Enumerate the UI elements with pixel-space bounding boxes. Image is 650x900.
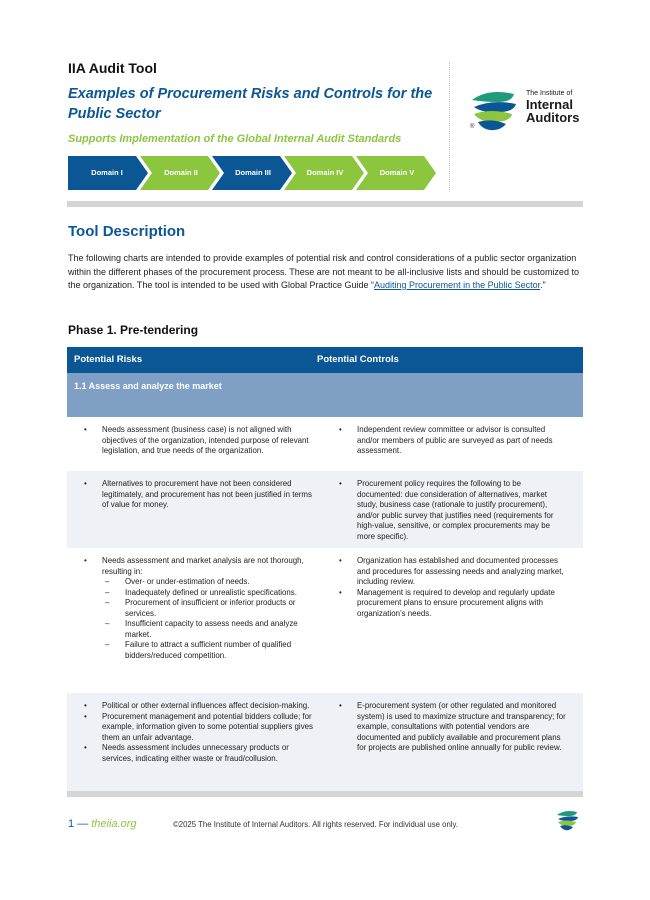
domain-label-3: Domain III — [235, 168, 271, 177]
domain-label-4: Domain IV — [306, 168, 344, 177]
iia-globe-logo-icon — [468, 86, 520, 134]
table-row — [67, 417, 583, 471]
document-header — [68, 60, 448, 145]
tool-description-heading: Tool Description — [68, 223, 186, 240]
table-row — [67, 471, 583, 548]
control-item: • Procurement policy requires the following to be documented: due consideration of alternatives, market study, business case (rationale to justify procurement), and/or public survey that justifies need (requirements for high-value, sensitive, or complex procurements may be more specific). — [338, 479, 568, 542]
risk-subitem: – Inadequately defined or unrealistic specifications. — [83, 588, 317, 599]
control-item: • Organization has established and documented processes and procedures for assessing needs and analyzing market, including review. — [338, 556, 568, 588]
risk-subitem: – Over- or under-estimation of needs. — [83, 577, 317, 588]
document-subtitle: Supports Implementation of the Global Internal Audit Standards — [68, 133, 402, 145]
page-number — [68, 818, 137, 830]
control-item: • Management is required to develop and regularly update procurement plans to ensure procurement aligns with organization’s needs. — [338, 588, 568, 620]
table-subheading — [67, 373, 583, 417]
page-number-dash: — — [77, 818, 89, 830]
col-header-controls: Potential Controls — [317, 354, 399, 365]
tool-description-body — [68, 252, 583, 293]
logo-wordmark — [526, 90, 579, 124]
risk-item: • Needs assessment includes unnecessary products or services, indicating either waste or fraud/collusion. — [83, 743, 317, 764]
risk-subitem: – Procurement of insufficient or inferior products or services. — [83, 598, 317, 619]
risk-item: • Needs assessment (business case) is not aligned with objectives of the organization, intended purpose of relevant legislation, and true needs of the organization. — [83, 425, 317, 457]
risks-controls-table — [67, 347, 583, 795]
table-row — [67, 548, 583, 693]
risk-subitem: – Insufficient capacity to assess needs and analyze market. — [83, 619, 317, 640]
description-closing: .” — [540, 280, 546, 290]
logo-line-1: The Institute of — [526, 90, 573, 97]
control-cell — [338, 479, 568, 542]
page-number-value: 1 — [68, 818, 75, 830]
tool-label: IIA Audit Tool — [68, 60, 157, 76]
col-header-risks: Potential Risks — [74, 354, 143, 365]
document-title: Examples of Procurement Risks and Controls for the Public Sector — [68, 86, 433, 122]
risk-item: • Alternatives to procurement have not been considered legitimately, and procurement has not been justified in terms of value for money. — [83, 479, 317, 511]
iia-logo — [468, 86, 598, 136]
risk-cell — [83, 479, 317, 511]
logo-line-2: Internal — [526, 97, 573, 112]
risk-item: • Procurement management and potential bidders collude; for example, information given to some potential suppliers gives them an unfair advantage. — [83, 712, 317, 744]
domain-label-2: Domain II — [164, 168, 198, 177]
phase-title: Phase 1. Pre-tendering — [68, 323, 199, 337]
risk-cell — [83, 556, 317, 661]
registered-mark: ® — [470, 124, 475, 130]
guide-link[interactable]: Auditing Procurement in the Public Sector — [374, 280, 541, 290]
domain-label-1: Domain I — [91, 168, 123, 177]
header-divider — [449, 62, 450, 192]
risk-item: • Needs assessment and market analysis are not thorough, resulting in: — [83, 556, 317, 577]
footer-rule — [67, 791, 583, 797]
table-header — [67, 347, 583, 373]
description-text: The following charts are intended to provide examples of potential risk and control considerations of a public sector organization within the different phases of the procurement process. These are not meant to be all-inclusive lists and should be customized to the organization. The tool is intended to be used with Global Practice Guide “ — [68, 253, 579, 290]
control-cell — [338, 701, 568, 754]
page-footer — [68, 818, 583, 834]
logo-line-3: Auditors — [526, 110, 580, 125]
iia-globe-small-icon — [555, 808, 579, 832]
table-row — [67, 693, 583, 795]
control-cell — [338, 556, 568, 619]
subheading-text: 1.1 Assess and analyze the market — [74, 381, 222, 391]
risk-item: • Political or other external influences affect decision-making. — [83, 701, 317, 712]
risk-cell — [83, 425, 317, 457]
domain-arrows — [68, 156, 440, 190]
copyright-text: ©2025 The Institute of Internal Auditors. All rights reserved. For individual use only. — [173, 820, 458, 829]
control-cell — [338, 425, 568, 457]
domain-label-5: Domain V — [379, 168, 415, 177]
control-item: • E-procurement system (or other regulated and monitored system) is used to maximize structure and transparency; for example, consultations with potential vendors are documented and publicly available and procurement plans for projects are published online annually for public review. — [338, 701, 568, 754]
control-item: • Independent review committee or advisor is consulted and/or members of public are surveyed as part of needs assessment. — [338, 425, 568, 457]
site-link[interactable]: theiia.org — [91, 818, 137, 830]
header-rule — [67, 201, 583, 207]
risk-cell — [83, 701, 317, 764]
risk-subitem: – Failure to attract a sufficient number of qualified bidders/reduced competition. — [83, 640, 317, 661]
